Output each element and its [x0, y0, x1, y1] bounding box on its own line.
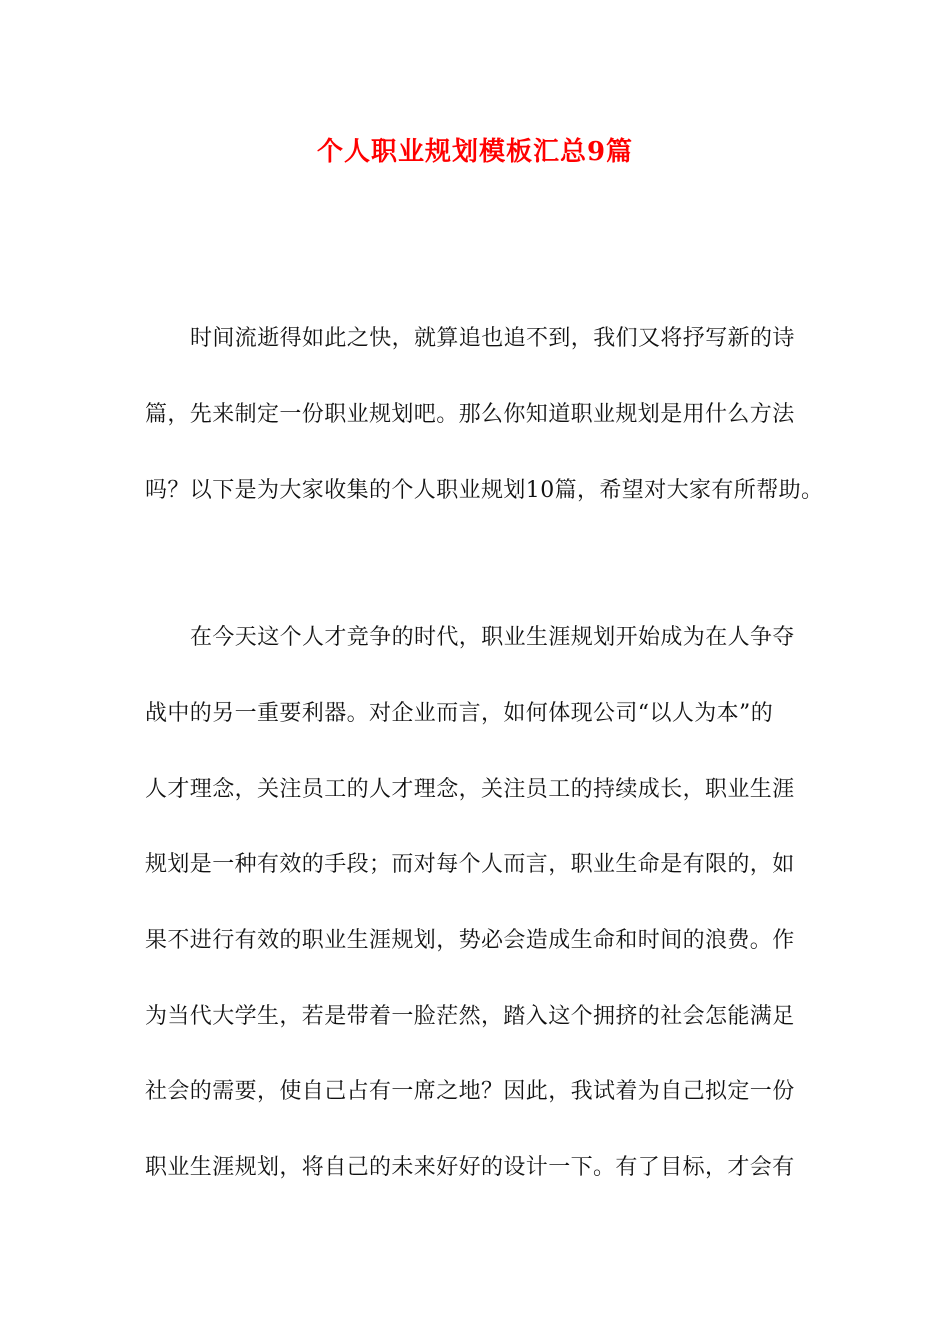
paragraph-2-line-7: 社会的需要，使自己占有一席之地？因此，我试着为自己拟定一份	[145, 1079, 795, 1104]
paragraph-2-line-3: 人才理念，关注员工的人才理念，关注员工的持续成长，职业生涯	[145, 777, 795, 802]
paragraph-2-line-6: 为当代大学生，若是带着一脸茫然，踏入这个拥挤的社会怎能满足	[145, 1004, 795, 1029]
document-title: 个人职业规划模板汇总9篇	[316, 137, 634, 167]
paragraph-2-line-5: 果不进行有效的职业生涯规划，势必会造成生命和时间的浪费。作	[145, 928, 795, 953]
paragraph-2-line-8: 职业生涯规划，将自己的未来好好的设计一下。有了目标，才会有	[145, 1155, 795, 1180]
paragraph-2-line-4: 规划是一种有效的手段；而对每个人而言，职业生命是有限的，如	[145, 852, 795, 877]
paragraph-1-line-2: 篇，先来制定一份职业规划吧。那么你知道职业规划是用什么方法	[145, 402, 795, 427]
paragraph-1-line-1: 时间流逝得如此之快，就算追也追不到，我们又将抒写新的诗	[190, 326, 795, 351]
paragraph-2-line-2: 战中的另一重要利器。对企业而言，如何体现公司“以人为本”的	[145, 701, 774, 726]
paragraph-1-line-3: 吗？以下是为大家收集的个人职业规划10篇，希望对大家有所帮助。	[145, 478, 824, 503]
paragraph-2-line-1: 在今天这个人才竞争的时代，职业生涯规划开始成为在人争夺	[190, 625, 795, 650]
